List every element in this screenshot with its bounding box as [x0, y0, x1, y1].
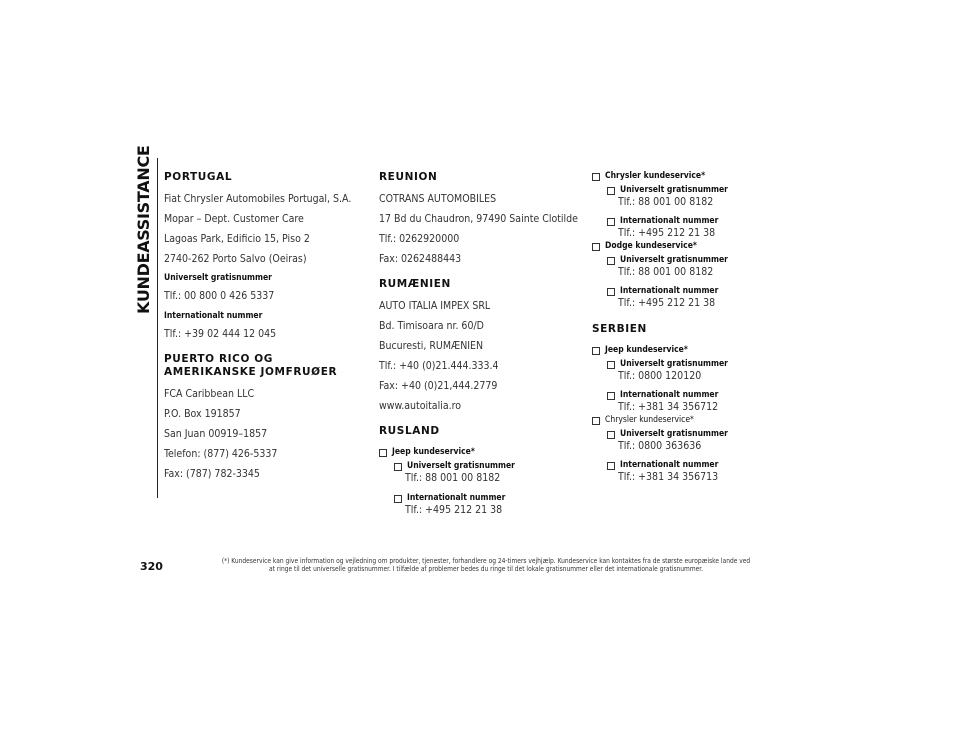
puerto-rico-fax: Fax: (787) 782-3345: [164, 468, 260, 480]
serbien-jeep-universal-phone: Tlf.: 0800 120120: [618, 370, 702, 382]
reunion-company: COTRANS AUTOMOBILES: [379, 193, 497, 205]
dodge-item: [592, 241, 772, 252]
column-3: [592, 171, 772, 484]
serbien-chrysler-universal-label: Universelt gratisnummer: [620, 429, 728, 439]
column-2: [379, 171, 579, 517]
rumaenien-website: www.autoitalia.ro: [379, 400, 462, 412]
side-section-title: KUNDEASSISTANCE: [134, 145, 153, 314]
chrysler-label: Chrysler kundeservice*: [605, 171, 706, 181]
serbien-jeep-item: [592, 345, 772, 356]
serbien-chrysler-universal-item: [607, 429, 772, 440]
portugal-international-phone: Tlf.: +39 02 444 12 045: [164, 328, 277, 340]
checkbox-bullet-icon: [592, 417, 600, 425]
rumaenien-heading: RUMÆNIEN: [379, 278, 451, 290]
portugal-company: Fiat Chrysler Automobiles Portugal, S.A.: [164, 193, 352, 205]
chrysler-international-label: Internationalt nummer: [620, 216, 719, 226]
checkbox-bullet-icon: [607, 361, 615, 369]
reunion-fax: Fax: 0262488443: [379, 253, 462, 265]
serbien-jeep-label: Jeep kundeservice*: [605, 345, 688, 355]
checkbox-bullet-icon: [592, 347, 600, 355]
puerto-rico-city: San Juan 00919–1857: [164, 428, 268, 440]
checkbox-bullet-icon: [379, 449, 387, 457]
checkbox-bullet-icon: [607, 431, 615, 439]
puerto-rico-heading: PUERTO RICO OG AMERIKANSKE JOMFRUØER: [164, 353, 338, 378]
checkbox-bullet-icon: [607, 462, 615, 470]
rumaenien-phone: Tlf.: +40 (0)21.444.333.4: [379, 360, 499, 372]
dodge-international-label: Internationalt nummer: [620, 286, 719, 296]
rusland-universal-phone: Tlf.: 88 001 00 8182: [405, 472, 501, 484]
puerto-rico-company: FCA Caribbean LLC: [164, 388, 255, 400]
dodge-international-item: [607, 286, 772, 297]
rusland-jeep-item: [379, 447, 579, 458]
chrysler-international-phone: Tlf.: +495 212 21 38: [618, 227, 716, 239]
checkbox-bullet-icon: [607, 288, 615, 296]
portugal-universal-label: Universelt gratisnummer: [164, 273, 272, 283]
footnote-line-2: at ringe til det universelle gratisnummer. I tilfælde af problemer bedes du ringe til det lokale gratisnummer eller det internationale gratisnummer.: [269, 565, 703, 573]
side-divider: [157, 158, 158, 498]
chrysler-universal-item: [607, 185, 772, 196]
dodge-universal-phone: Tlf.: 88 001 00 8182: [618, 266, 714, 278]
chrysler-universal-phone: Tlf.: 88 001 00 8182: [618, 196, 714, 208]
serbien-jeep-international-label: Internationalt nummer: [620, 390, 719, 400]
serbien-chrysler-international-label: Internationalt nummer: [620, 460, 719, 470]
rusland-international-phone: Tlf.: +495 212 21 38: [405, 504, 503, 516]
reunion-address: 17 Bd du Chaudron, 97490 Sainte Clotilde: [379, 213, 578, 225]
rumaenien-fax: Fax: +40 (0)21,444.2779: [379, 380, 498, 392]
footnote: [176, 557, 796, 573]
serbien-jeep-international-phone: Tlf.: +381 34 356712: [618, 401, 719, 413]
portugal-universal-phone: Tlf.: 00 800 0 426 5337: [164, 290, 275, 302]
serbien-chrysler-international-phone: Tlf.: +381 34 356713: [618, 471, 719, 483]
chrysler-universal-label: Universelt gratisnummer: [620, 185, 728, 195]
page-number: 320: [140, 560, 163, 573]
column-1: [164, 171, 354, 488]
checkbox-bullet-icon: [592, 243, 600, 251]
serbien-chrysler-universal-phone: Tlf.: 0800 363636: [618, 440, 702, 452]
serbien-heading: SERBIEN: [592, 323, 647, 335]
checkbox-bullet-icon: [394, 495, 402, 503]
rusland-heading: RUSLAND: [379, 425, 440, 437]
rusland-international-label: Internationalt nummer: [407, 493, 506, 503]
chrysler-item: [592, 171, 772, 182]
checkbox-bullet-icon: [592, 173, 600, 181]
checkbox-bullet-icon: [607, 187, 615, 195]
serbien-chrysler-item: [592, 415, 772, 426]
checkbox-bullet-icon: [607, 257, 615, 265]
chrysler-international-item: [607, 216, 772, 227]
checkbox-bullet-icon: [607, 392, 615, 400]
portugal-city: 2740-262 Porto Salvo (Oeiras): [164, 253, 307, 265]
dodge-universal-item: [607, 255, 772, 266]
rumaenien-address: Bd. Timisoara nr. 60/D: [379, 320, 484, 332]
reunion-heading: REUNION: [379, 171, 438, 183]
checkbox-bullet-icon: [607, 218, 615, 226]
portugal-heading: PORTUGAL: [164, 171, 233, 183]
rumaenien-company: AUTO ITALIA IMPEX SRL: [379, 300, 491, 312]
dodge-universal-label: Universelt gratisnummer: [620, 255, 728, 265]
dodge-label: Dodge kundeservice*: [605, 241, 697, 251]
checkbox-bullet-icon: [394, 463, 402, 471]
portugal-dept: Mopar – Dept. Customer Care: [164, 213, 304, 225]
rusland-jeep-label: Jeep kundeservice*: [392, 447, 475, 457]
serbien-chrysler-international-item: [607, 460, 772, 471]
serbien-chrysler-label: Chrysler kundeservice*: [605, 415, 694, 425]
rusland-universal-label: Universelt gratisnummer: [407, 461, 515, 471]
puerto-rico-pobox: P.O. Box 191857: [164, 408, 241, 420]
portugal-address: Lagoas Park, Edificio 15, Piso 2: [164, 233, 310, 245]
serbien-jeep-international-item: [607, 390, 772, 401]
portugal-international-label: Internationalt nummer: [164, 311, 263, 321]
serbien-jeep-universal-item: [607, 359, 772, 370]
rusland-universal-item: [394, 461, 579, 472]
rumaenien-city: Bucuresti, RUMÆNIEN: [379, 340, 484, 352]
rusland-international-item: [394, 493, 579, 504]
puerto-rico-phone: Telefon: (877) 426-5337: [164, 448, 278, 460]
footnote-line-1: (*) Kundeservice kan give information og vejledning om produkter, tjenester, forhandlere og 24-timers vejhjælp. Kundeservice kan kontaktes fra de største europæiske lande ved: [221, 557, 751, 565]
serbien-jeep-universal-label: Universelt gratisnummer: [620, 359, 728, 369]
dodge-international-phone: Tlf.: +495 212 21 38: [618, 297, 716, 309]
reunion-phone: Tlf.: 0262920000: [379, 233, 460, 245]
